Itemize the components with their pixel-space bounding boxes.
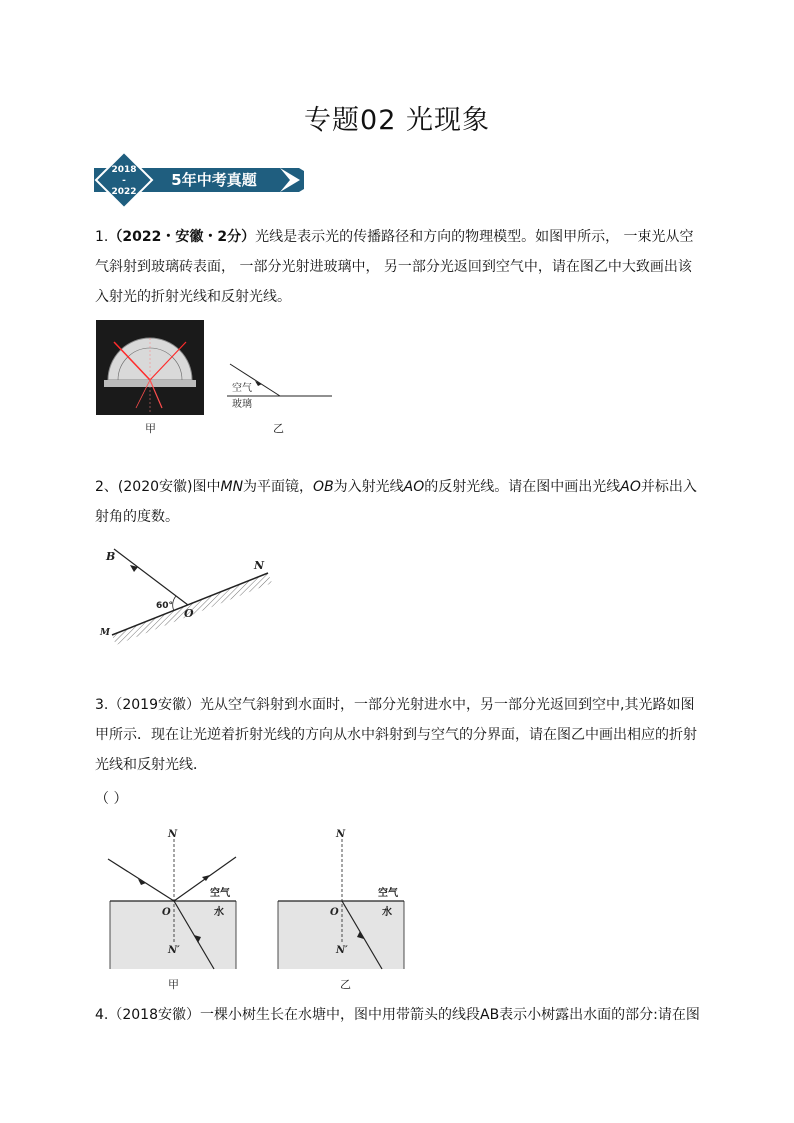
q4-text: 一棵小树生长在水塘中，图中用带箭头的线段AB表示小树露出水面的部分:请在图 xyxy=(200,1007,700,1023)
q3-answer-blank: （ ） xyxy=(95,791,128,807)
q3-yi-air-label: 空气 xyxy=(378,888,398,899)
q1-photo-jia xyxy=(96,320,204,415)
q3-jia-label-o: O xyxy=(162,907,171,918)
page-title: 专题02 光现象 xyxy=(304,105,490,136)
q2-label-o: O xyxy=(184,607,194,620)
q2-source: (2020安徽) xyxy=(117,479,193,495)
q2-text-e: 并标出入射角的度数。 xyxy=(95,479,697,525)
banner-year-bottom: 2022 xyxy=(111,187,137,197)
q2-number: 2、 xyxy=(95,479,118,495)
q2-text-c: 为入射光线 xyxy=(333,479,404,495)
q2-text-d: 的反射光线。请在图中画出光线 xyxy=(424,479,621,495)
q1-text: 光线是表示光的传播路径和方向的物理模型。如图甲所示， 一束光从空气斜射到玻璃砖表面， 一部分光射进玻璃中， 另一部分光返回到空气中，请在图乙中大致画出该入射光的折射光线和反射光线。 xyxy=(95,229,694,305)
q3-jia-label-n-prime: N′ xyxy=(168,945,180,956)
q1-fig-yi-label: 乙 xyxy=(273,422,284,435)
q3-jia-incident-ray xyxy=(108,859,174,901)
banner-label: 5年中考真题 xyxy=(171,171,257,189)
q2-text-b: 为平面镜， xyxy=(243,479,314,495)
banner-year-mid: - xyxy=(122,176,126,186)
q3-jia-water-label: 水 xyxy=(214,907,224,918)
q1-number: 1. xyxy=(95,229,109,245)
q2-reflected-ray xyxy=(114,549,188,605)
q1-air-label: 空气 xyxy=(232,383,252,394)
question-4 xyxy=(95,1000,705,1030)
q3-diagram-jia xyxy=(106,825,240,973)
q4-number: 4. xyxy=(95,1007,109,1023)
q4-source: （2018安徽） xyxy=(108,1007,200,1023)
question-3 xyxy=(95,690,705,780)
q3-yi-label-o: O xyxy=(330,907,339,918)
q1-source: （2022・安徽・2分） xyxy=(108,229,256,245)
q2-angle-arc xyxy=(173,596,176,611)
q3-jia-air-label: 空气 xyxy=(210,888,230,899)
q1-fig-jia-label: 甲 xyxy=(145,422,156,435)
q2-label-b: B xyxy=(106,550,116,563)
q2-angle-label: 60° xyxy=(156,601,174,611)
q3-fig-jia-label: 甲 xyxy=(168,978,179,991)
question-1 xyxy=(95,222,705,312)
q2-mirror-line xyxy=(112,573,268,635)
q1-glass-label: 玻璃 xyxy=(232,399,252,408)
q3-fig-yi-label: 乙 xyxy=(340,978,351,991)
q3-yi-label-n: N xyxy=(336,829,346,840)
q3-yi-water-label: 水 xyxy=(382,907,392,918)
q2-ob: OB xyxy=(313,479,334,495)
q2-label-m: M xyxy=(100,628,110,638)
q3-diagram-yi xyxy=(274,825,408,973)
q2-ao-1: AO xyxy=(403,479,425,495)
q2-mirror-diagram xyxy=(98,545,278,650)
q3-text: 光从空气斜射到水面时，一部分光射进水中，另一部分光返回到空中,其光路如图甲所示．现在让光逆着折射光线的方向从水中斜射到与空气的分界面，请在图乙中画出相应的折射光线和反射光线． xyxy=(95,697,697,773)
banner-year-top: 2018 xyxy=(111,165,137,175)
q3-yi-label-n-prime: N′ xyxy=(336,945,348,956)
q1-diagram-yi xyxy=(222,358,337,408)
q3-number: 3. xyxy=(95,697,109,713)
question-2 xyxy=(95,472,705,532)
q2-mn: MN xyxy=(220,479,244,495)
q2-label-n: N xyxy=(254,559,265,572)
q3-jia-label-n: N xyxy=(168,829,178,840)
q2-text-a: 图中 xyxy=(192,479,221,495)
q2-ao-2: AO xyxy=(620,479,641,495)
q3-source: （2019安徽） xyxy=(108,697,200,713)
banner-badge xyxy=(94,150,304,210)
